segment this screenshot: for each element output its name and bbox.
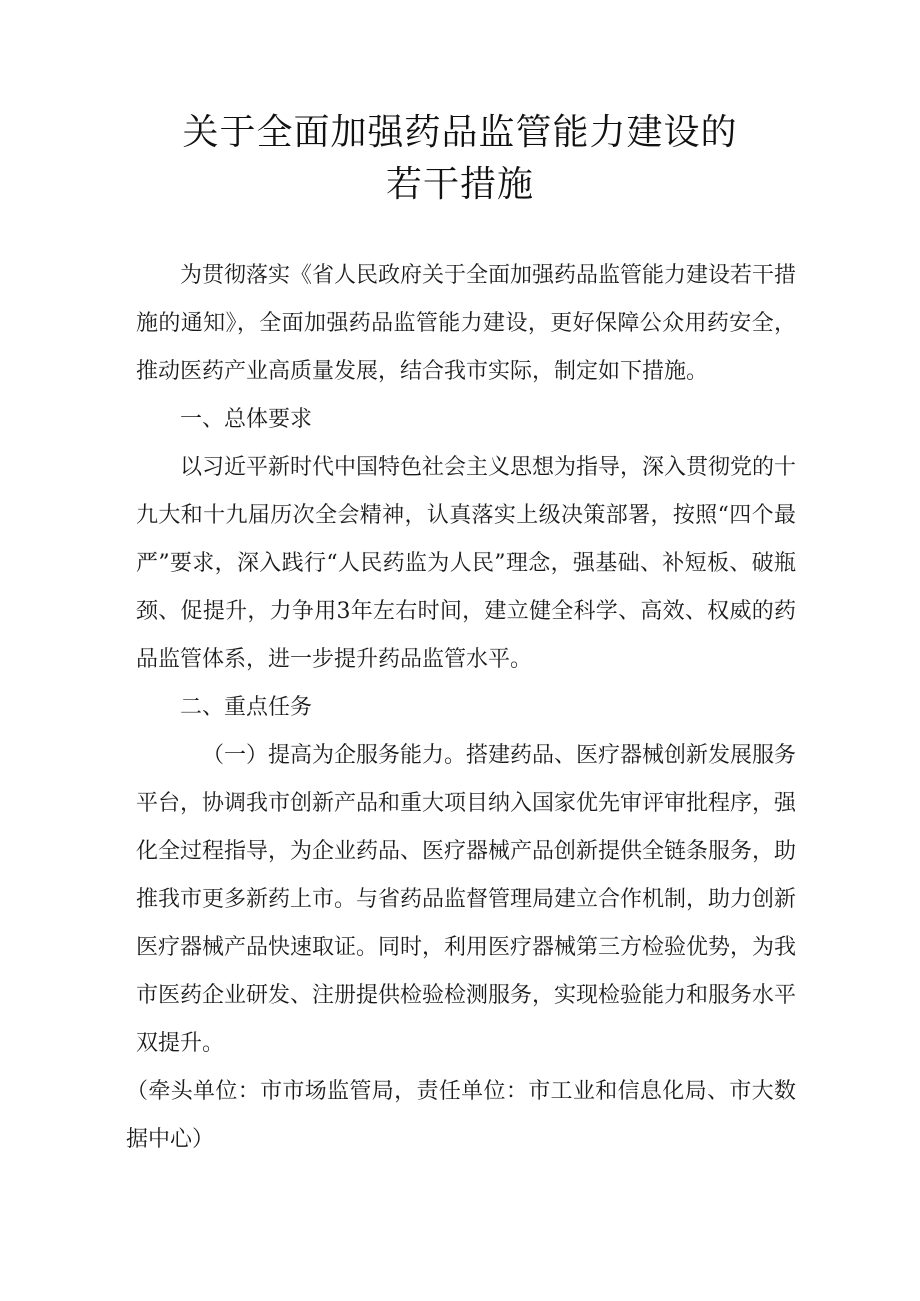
section-heading-overall-requirements: 一、总体要求 [180, 407, 313, 432]
document-body [126, 252, 797, 1164]
intro-paragraph: 为贯彻落实《省人民政府关于全面加强药品监管能力建设若干措施的通知》，全面加强药品监管能力建设，更好保障公众用药安全，推动医药产业高质量发展，结合我市实际，制定如下措施。 [136, 263, 797, 384]
section-heading-key-tasks: 二、重点任务 [180, 695, 313, 720]
task-item-1-responsibility: （牵头单位：市市场监管局，责任单位：市工业和信息化局、市大数据中心） [126, 1079, 796, 1152]
document-title-line-2: 若干措施 [385, 164, 534, 205]
task-item-1-paragraph: （一）提高为企服务能力。搭建药品、医疗器械创新发展服务平台，协调我市创新产品和重大项目纳入国家优先审评审批程序，强化全过程指导，为企业药品、医疗器械产品创新提供全链条服务，助推我市更多新药上市。与省药品监督管理局建立合作机制，助力创新医疗器械产品快速取证。同时，利用医疗器械第三方检验优势，为我市医药企业研发、注册提供检验检测服务，实现检验能力和服务水平双提升。 [136, 743, 797, 1056]
document-title-line-1: 关于全面加强药品监管能力建设的 [182, 112, 738, 153]
overall-requirements-paragraph: 以习近平新时代中国特色社会主义思想为指导，深入贯彻党的十九大和十九届历次全会精神，认真落实上级决策部署，按照“四个最严”要求，深入践行“人民药监为人民”理念，强基础、补短板、破瓶颈、促提升，力争用3年左右时间，建立健全科学、高效、权威的药品监管体系，进一步提升药品监管水平。 [136, 455, 797, 672]
